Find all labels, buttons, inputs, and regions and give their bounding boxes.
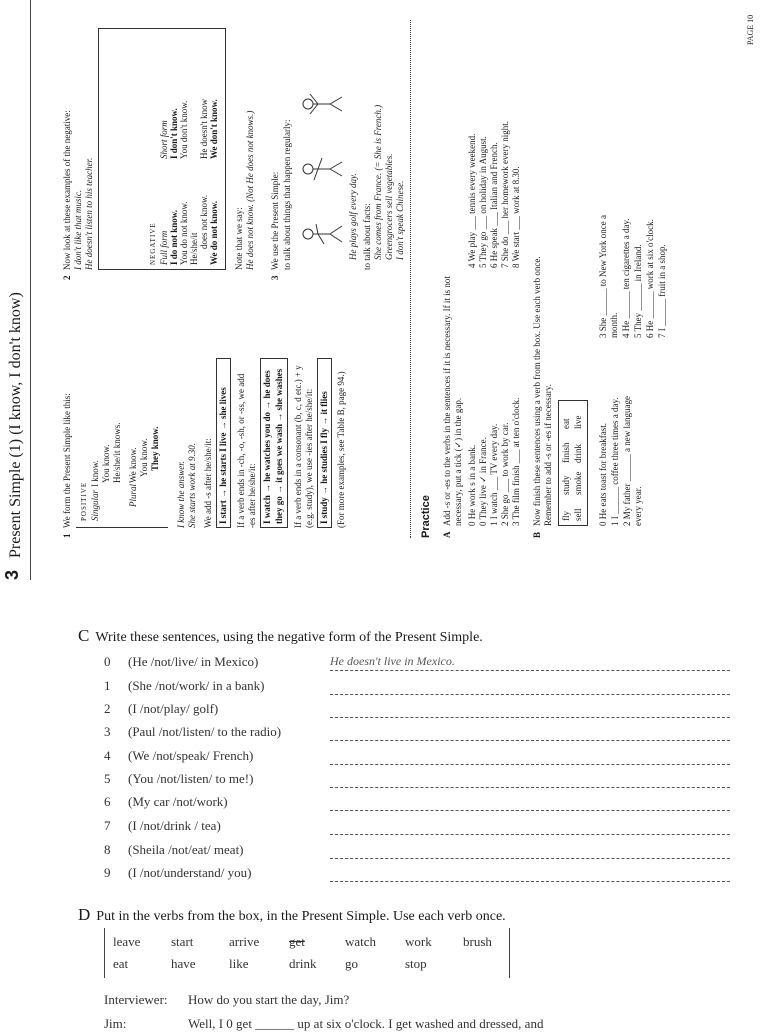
exercise-c-item: [104, 865, 251, 881]
fact-example: Greengrocers sell vegetables.: [384, 153, 394, 260]
item-prompt: (I /not/understand/ you): [128, 865, 252, 880]
item-number: 3: [104, 724, 111, 739]
es-example: they go → it goes we wash → she washes: [274, 368, 284, 524]
item-number: 5: [104, 771, 111, 786]
page-label: PAGE 10: [746, 14, 755, 45]
answer-field[interactable]: [330, 724, 730, 741]
answer-field[interactable]: [330, 818, 730, 835]
answer-field[interactable]: [330, 865, 730, 882]
answer-field[interactable]: [330, 842, 730, 859]
answer-field[interactable]: [330, 748, 730, 765]
verb-box-word: arrive: [229, 934, 260, 949]
short-form: He doesn't know: [199, 98, 209, 159]
verb-box-word: eat: [113, 956, 129, 971]
worksheet-exercises: [0, 600, 768, 1031]
short-form-label: Short form: [159, 120, 169, 159]
more-examples: (For more examples, see Table B, page 94.): [336, 371, 346, 528]
es-note: If a verb ends in -ch, -o, -sh, or -ss, we add: [236, 373, 246, 528]
exercise-a-item: 0 He work s in a bank.: [467, 444, 477, 526]
verb-box-word: like: [229, 956, 249, 971]
verb-box-word: drink: [573, 444, 583, 463]
answer-field[interactable]: [330, 701, 730, 718]
answer-field[interactable]: He doesn't live in Mexico.: [330, 654, 730, 671]
practice-title: Practice: [420, 495, 432, 538]
speaker-text: Well, I 0 get ______ up at six o'clock. I get washed and dressed, and: [188, 1016, 544, 1031]
verb-box-word: smoke: [573, 471, 583, 495]
item-number: 9: [104, 865, 111, 880]
exercise-c-item: [104, 654, 258, 670]
exercise-c-letter: C: [78, 626, 90, 645]
ies-note: If a verb ends in a consonant (b, c, d etc.) + y: [293, 365, 303, 528]
short-form: We don't know.: [209, 99, 219, 159]
chapter-title: Present Simple (1) (I know, I don't know): [7, 292, 24, 558]
plural-form: We know.: [128, 447, 138, 483]
exercise-a-item: 7 She do ___ her homework every night.: [500, 121, 510, 268]
add-s-box: [216, 358, 231, 528]
exercise-b-item: 2 My father ______ a new language: [622, 396, 632, 526]
verb-box-word: have: [171, 956, 196, 971]
es-example: I watch → he watches you do → he does: [262, 370, 272, 524]
exercise-d-instruction: Put in the verbs from the box, in the Present Simple. Use each verb once.: [96, 909, 506, 924]
note-label: Note that we say:: [234, 207, 244, 270]
section-3-point-2: to talk about facts:: [362, 203, 372, 270]
negative-label: NEGATIVE: [149, 222, 157, 265]
item-prompt: (She /not/work/ in a bank): [128, 678, 265, 693]
item-prompt: (My car /not/work): [128, 794, 228, 809]
exercise-d-letter: D: [78, 905, 91, 924]
item-number: 2: [104, 701, 111, 716]
verb-box-word: start: [171, 934, 194, 949]
answer-field[interactable]: [330, 771, 730, 788]
speaker-label: Interviewer:: [104, 992, 168, 1007]
item-prompt: (I /not/play/ golf): [128, 701, 219, 716]
fact-example: She comes from France. (= She is French.): [373, 104, 383, 260]
item-number: 8: [104, 842, 111, 857]
exercise-b-item: 0 He eats toast for breakfast.: [598, 423, 608, 526]
verb-box-word: brush: [463, 934, 492, 949]
plural-form: They know.: [150, 426, 160, 471]
exercise-b-verb-box: [558, 400, 588, 526]
item-prompt: (You /not/listen/ to me!): [128, 771, 254, 786]
note-example: He does not know. (Not He does not knows.): [245, 110, 255, 270]
verb-box-word: go: [345, 956, 358, 971]
singular-form: You know.: [101, 444, 111, 483]
positive-label: POSITIVE: [80, 481, 88, 521]
item-prompt: (Sheila /not/eat/ meat): [128, 842, 244, 857]
item-number: 4: [104, 748, 111, 763]
item-prompt: (He /not/live/ in Mexico): [128, 654, 259, 669]
es-note: -es after he/she/it:: [247, 463, 257, 528]
full-form: We do not know.: [209, 200, 219, 265]
exercise-b-item: month.: [609, 312, 619, 338]
exercise-c-item: [104, 794, 228, 810]
exercise-a-instruction: necessary, put a tick (✓) in the gap.: [453, 397, 463, 526]
exercise-b-item: every year.: [633, 486, 643, 526]
ies-note: (e.g. study), we use -ies after he/she/it:: [304, 388, 314, 528]
speaker-text: How do you start the day, Jim?: [188, 992, 350, 1007]
example-1: I know the answer.: [176, 461, 186, 528]
exercise-a-letter: A: [442, 531, 452, 538]
title-rule: [30, 0, 31, 580]
add-s-note: We add -s after he/she/it:: [203, 438, 213, 528]
verb-box-word: fly: [561, 511, 571, 521]
exercise-a-item: 5 They go ___ on holiday in August.: [478, 136, 488, 268]
singular-form: I know.: [90, 460, 100, 487]
exercise-b-item: 4 He ______ ten cigarettes a day.: [621, 218, 631, 338]
full-form: You do not know.: [179, 201, 189, 265]
verb-box-word: work: [405, 934, 432, 949]
exercise-c-item: [104, 818, 221, 834]
exercise-c-instruction: Write these sentences, using the negative form of the Present Simple.: [95, 630, 483, 645]
exercise-a-item: 6 He speak ___ Italian and French.: [489, 142, 499, 268]
section-2-number: 2: [62, 275, 72, 280]
full-form: I do not know.: [169, 209, 179, 265]
full-form-label: Full form: [159, 230, 169, 265]
add-s-example: I start → he starts I live → she lives: [218, 387, 228, 524]
example-2: She starts work at 9.30.: [187, 442, 197, 528]
verb-box-word: leave: [113, 934, 141, 949]
verb-box-word: watch: [345, 934, 377, 949]
singular-label: Singular: [90, 489, 100, 521]
interviewer-line: [104, 992, 349, 1008]
exercise-c-item: [104, 748, 253, 764]
negative-example-1: I don't like that music.: [73, 189, 83, 270]
positive-table: [76, 357, 168, 528]
section-3-number: 3: [270, 275, 280, 280]
chapter-number: 3: [2, 569, 22, 580]
answer-field[interactable]: [330, 794, 730, 811]
exercise-d-verb-box: [104, 928, 510, 978]
item-number: 1: [104, 678, 111, 693]
exercise-c-item: [104, 771, 253, 787]
golfer-illustration-icon: [296, 74, 346, 264]
exercise-a-item: 0 They live ✓ in France.: [478, 437, 488, 526]
item-prompt: (I /not/drink / tea): [128, 818, 221, 833]
verb-box-word: sell: [573, 508, 583, 521]
singular-form: He/she/it knows.: [112, 422, 122, 483]
item-number: 6: [104, 794, 111, 809]
item-number: 0: [104, 654, 111, 669]
plural-label: Plural: [128, 483, 138, 507]
section-1-intro: We form the Present Simple like this:: [62, 393, 72, 528]
ies-example: I study → he studies I fly → it flies: [319, 391, 329, 524]
exercise-b-item: 6 He ______ work at six o'clock.: [645, 219, 655, 338]
section-3-point-1-example: He plays golf every day.: [348, 173, 358, 260]
item-prompt: (Paul /not/listen/ to the radio): [128, 724, 282, 739]
section-2-intro: Now look at these examples of the negative:: [62, 110, 72, 270]
verb-box-word: drink: [289, 956, 317, 971]
exercise-b-item: 5 They ______ in Ireland.: [633, 244, 643, 338]
exercise-b-instruction: Now finish these sentences using a verb from the box. Use each verb once.: [532, 256, 542, 526]
exercise-a-item: 8 We start ___ work at 8.30.: [511, 166, 521, 268]
exercise-a-item: 3 The film finish ___ at ten o'clock.: [511, 397, 521, 526]
practice-rule: [410, 20, 411, 538]
exercise-a-item: 4 We play ___ tennis every weekend.: [467, 133, 477, 268]
full-form: He/she/it: [189, 232, 199, 265]
exercise-a-item: 2 She go ___ to work by car.: [500, 422, 510, 526]
section-3-point-1: to talk about things that happen regularly:: [282, 119, 292, 270]
exercise-c-header: [78, 626, 483, 646]
exercise-c-item: [104, 701, 218, 717]
exercise-b-letter: B: [532, 531, 542, 538]
negative-example-2: He doesn't listen to his teacher.: [84, 157, 94, 270]
full-form: does not know.: [199, 194, 209, 249]
speaker-label: Jim:: [104, 1016, 127, 1031]
exercise-a-instruction: Add -s or -es to the verbs in the sentences if it is necessary. If it is not: [442, 276, 452, 526]
verb-box-word: stop: [405, 956, 427, 971]
es-box: [260, 358, 288, 528]
ies-box: [317, 358, 332, 528]
short-form: You don't know.: [179, 100, 189, 159]
exercise-c-item: [104, 724, 281, 740]
plural-form: You know.: [139, 438, 149, 477]
section-3-intro: We use the Present Simple:: [270, 171, 280, 270]
exercise-b-instruction: Remember to add -s or -es if necessary.: [543, 384, 553, 526]
exercise-b-item: 1 I ______ coffee three times a day.: [610, 397, 620, 526]
item-prompt: (We /not/speak/ French): [128, 748, 254, 763]
negative-table: [98, 28, 226, 270]
verb-box-word: eat: [561, 418, 571, 429]
exercise-b-item: 7 I ______ fruit in a shop.: [657, 244, 667, 338]
verb-box-word: finish: [561, 442, 571, 463]
item-number: 7: [104, 818, 111, 833]
exercise-c-item: [104, 678, 264, 694]
answer-field[interactable]: [330, 678, 730, 695]
fact-example: I don't speak Chinese.: [395, 180, 405, 260]
exercise-a-item: 1 I watch ___ TV every day.: [489, 423, 499, 526]
verb-box-word: get: [289, 934, 305, 949]
jim-line: [104, 1016, 543, 1032]
exercise-c-item: [104, 842, 244, 858]
exercise-b-item: 3 She ______ to New York once a: [598, 215, 608, 338]
short-form: I don't know.: [169, 108, 179, 159]
verb-box-word: live: [573, 415, 583, 429]
verb-box-word: study: [561, 475, 571, 495]
section-1-number: 1: [62, 533, 72, 538]
exercise-d-header: [78, 905, 506, 925]
